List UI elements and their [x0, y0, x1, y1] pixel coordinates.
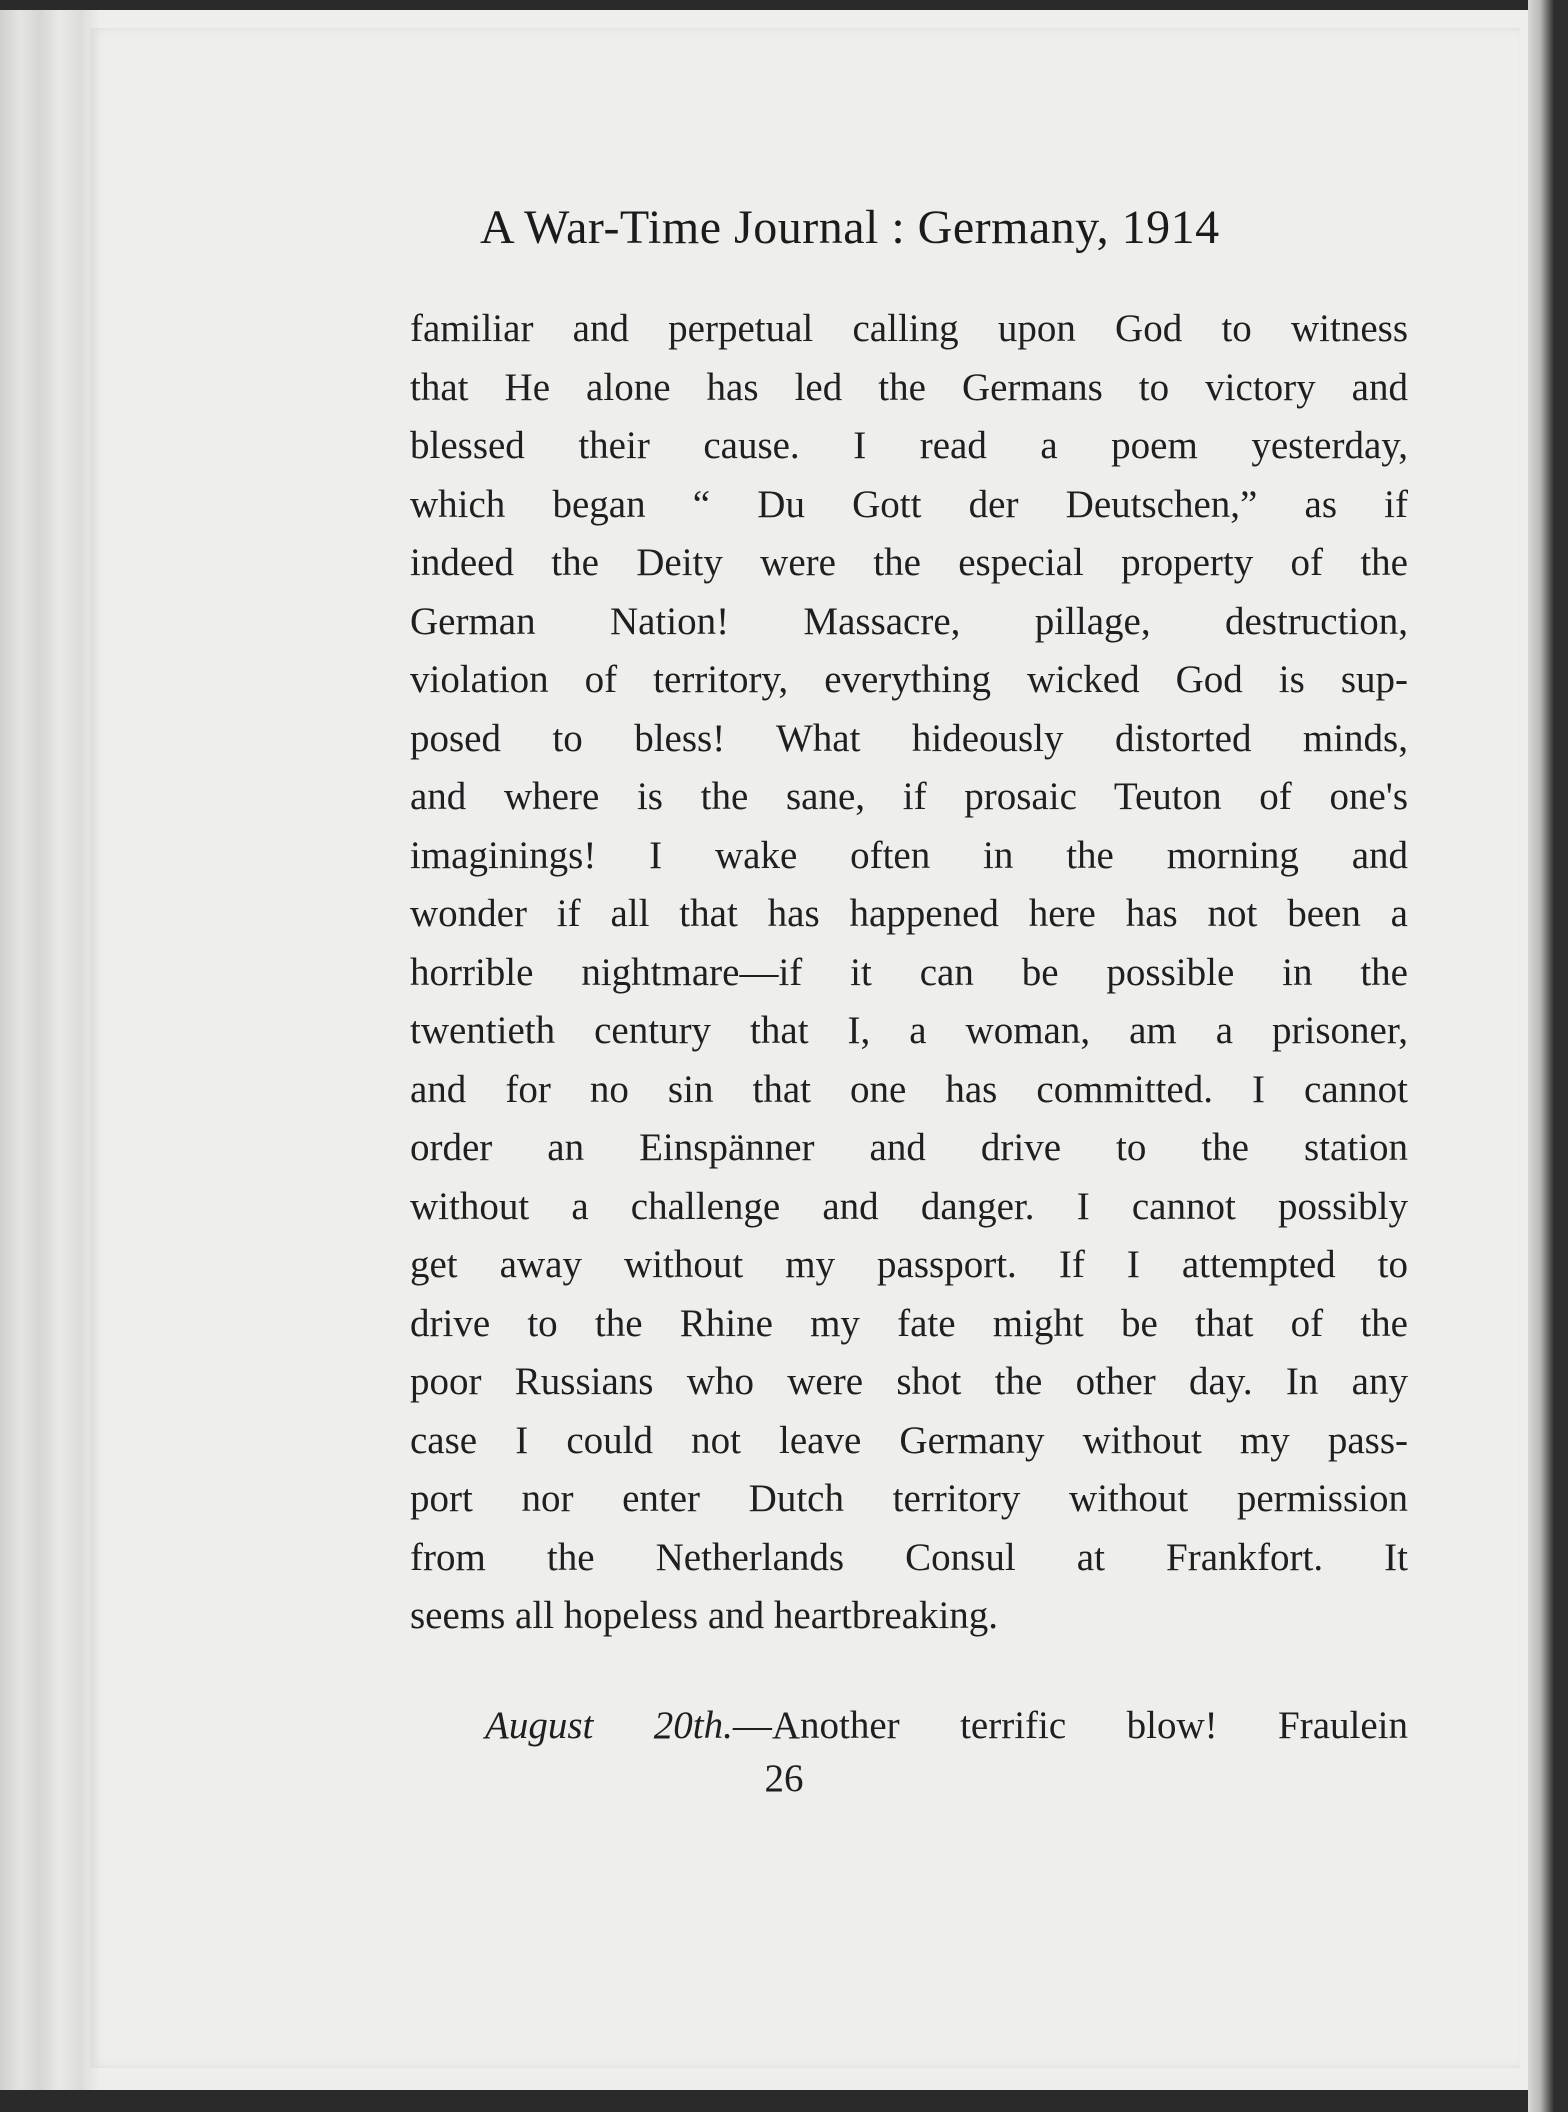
text-line: that He alone has led the Germans to victory and: [410, 365, 1408, 409]
text-line: violation of territory, everything wicked God is sup-: [410, 658, 1408, 701]
entry-date: August 20th.: [485, 1704, 733, 1747]
text-line: and for no sin that one has committed. I cannot: [410, 1067, 1408, 1111]
running-head: A War-Time Journal : Germany, 1914: [480, 201, 1220, 254]
text-line: German Nation! Massacre, pillage, destruction,: [410, 599, 1408, 643]
page-number: 26: [764, 1757, 804, 1800]
text-line: without a challenge and danger. I cannot possibly: [410, 1184, 1408, 1228]
journal-entry: [410, 1697, 1408, 1756]
body-text: [410, 300, 1408, 1646]
text-line: indeed the Deity were the especial property of the: [410, 541, 1408, 584]
text-line: horrible nightmare—if it can be possible in the: [410, 950, 1408, 994]
text-line: seems all hopeless and heartbreaking.: [410, 1594, 999, 1637]
text-line: port nor enter Dutch territory without permission: [410, 1477, 1408, 1520]
text-line: which began “ Du Gott der Deutschen,” as if: [410, 482, 1408, 526]
text-line: drive to the Rhine my fate might be that of the: [410, 1301, 1408, 1345]
text-line: imaginings! I wake often in the morning and: [410, 833, 1408, 877]
text-line: and where is the sane, if prosaic Teuton of one's: [410, 775, 1408, 818]
text-line: familiar and perpetual calling upon God to witness: [410, 307, 1408, 350]
text-line: posed to bless! What hideously distorted minds,: [410, 716, 1408, 760]
text-line: poor Russians who were shot the other day. In any: [410, 1360, 1408, 1403]
text-line: blessed their cause. I read a poem yesterday,: [410, 424, 1408, 467]
text-line: wonder if all that has happened here has not been a: [410, 892, 1408, 935]
entry-line: [410, 1697, 1408, 1756]
text-line: order an Einspänner and drive to the station: [410, 1126, 1408, 1169]
text-line: case I could not leave Germany without my pass-: [410, 1418, 1408, 1462]
entry-text: —Another terrific blow! Fraulein: [732, 1704, 1408, 1747]
text-line: from the Netherlands Consul at Frankfort. It: [410, 1535, 1408, 1579]
text-line: get away without my passport. If I attempted to: [410, 1243, 1408, 1286]
text-line: twentieth century that I, a woman, am a prisoner,: [410, 1009, 1408, 1052]
